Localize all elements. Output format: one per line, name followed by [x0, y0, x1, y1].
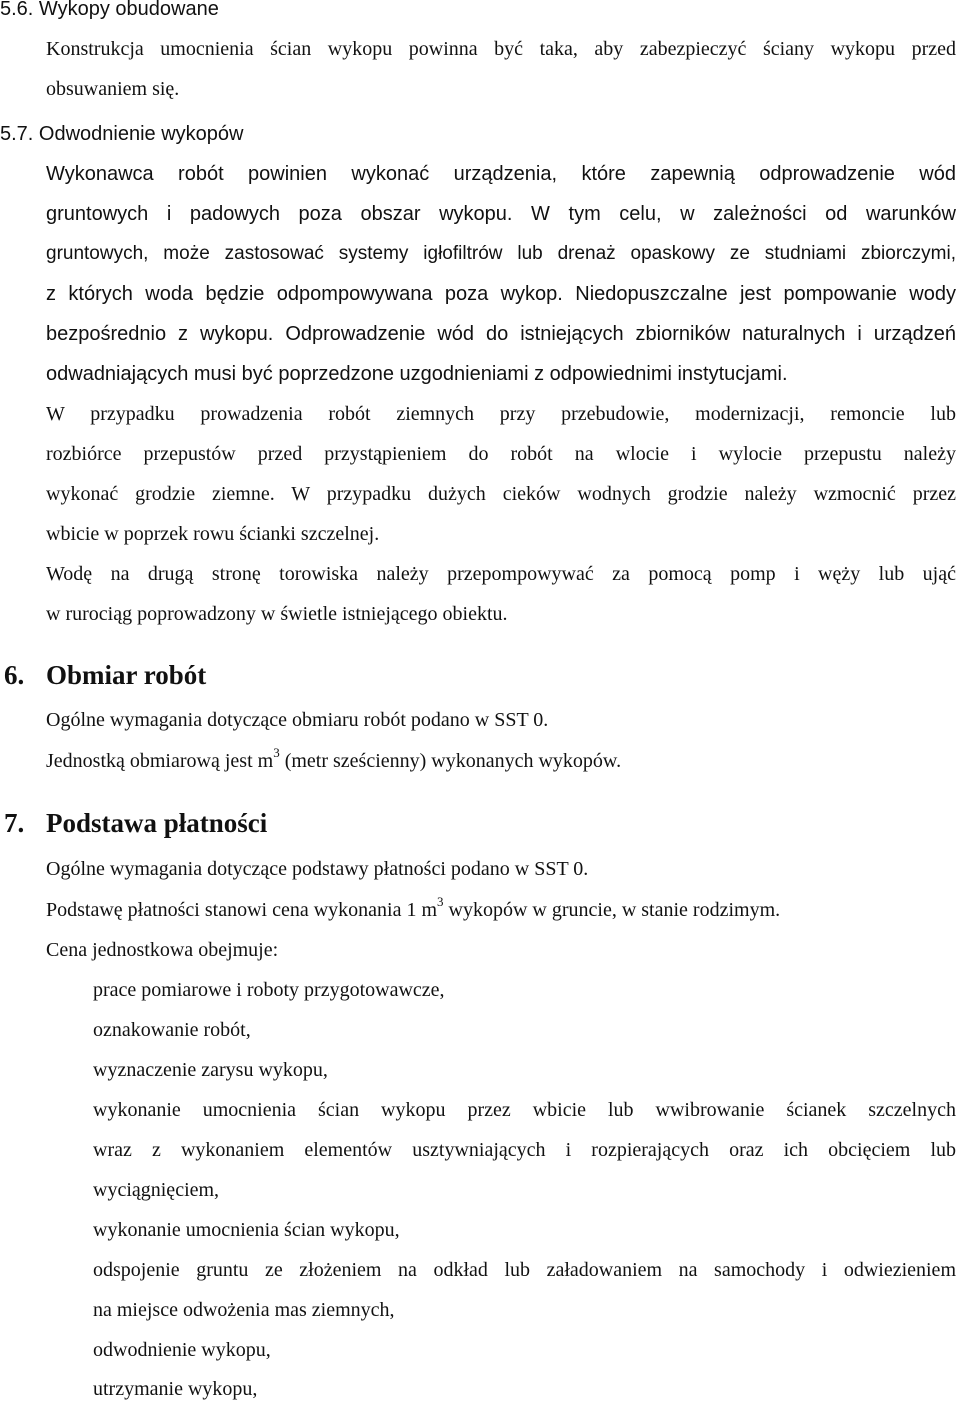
paragraph-line: Ogólne wymagania dotyczące obmiaru robót podano w SST 0.: [46, 709, 549, 731]
list-item: prace pomiarowe i roboty przygotowawcze,: [93, 979, 445, 1001]
list-item: wyznaczenie zarysu wykopu,: [93, 1059, 328, 1081]
paragraph-line: w rurociąg poprowadzony w świetle istniejącego obiektu.: [46, 603, 508, 625]
paragraph-line: Wodę na drugą stronę torowiska należy przepompowywać za pomocą pomp i węży lub ująć: [46, 563, 956, 585]
paragraph-line: W przypadku prowadzenia robót ziemnych przy przebudowie, modernizacji, remoncie lub: [46, 403, 956, 425]
list-item: wykonanie umocnienia ścian wykopu,: [93, 1219, 400, 1241]
section-title-6: Obmiar robót: [46, 660, 207, 690]
list-item-continued: wraz z wykonaniem elementów usztywniających i rozpierających oraz ich obcięciem lub: [93, 1139, 956, 1161]
paragraph-line: Ogólne wymagania dotyczące podstawy płatności podano w SST 0.: [46, 858, 589, 880]
list-item-continued: wyciągnięciem,: [93, 1179, 220, 1201]
list-item: oznakowanie robót,: [93, 1019, 251, 1041]
superscript-3: 3: [437, 894, 444, 909]
section-heading-5-6: 5.6. Wykopy obudowane: [0, 0, 219, 20]
paragraph-line: wbicie w poprzek rowu ścianki szczelnej.: [46, 523, 380, 545]
list-item: wykonanie umocnienia ścian wykopu przez wbicie lub wwibrowanie ścianek szczelnych: [93, 1099, 956, 1121]
paragraph-line: Konstrukcja umocnienia ścian wykopu powinna być taka, aby zabezpieczyć ściany wykopu przed: [46, 38, 956, 60]
paragraph-line: z których woda będzie odpompowywana poza wykop. Niedopuszczalne jest pompowanie wody: [46, 283, 956, 305]
paragraph-line-unit: Jednostką obmiarową jest $m^3$ (metr sześcienny) wykonanych wykopów.: [46, 745, 622, 772]
list-item: utrzymanie wykopu,: [93, 1378, 258, 1400]
section-heading-5-7: 5.7. Odwodnienie wykopów: [0, 123, 244, 145]
section-title-7: Podstawa płatności: [46, 808, 268, 838]
paragraph-line: gruntowych i padowych poza obszar wykopu. W tym celu, w zależności od warunków: [46, 203, 956, 225]
paragraph-line: Cena jednostkowa obejmuje:: [46, 939, 279, 961]
paragraph-line: gruntowych, może zastosować systemy igłofiltrów lub drenaż opaskowy ze studniami zbiorczymi,: [46, 243, 956, 264]
paragraph-line-basis: Podstawę płatności stanowi cena wykonania 1 $m^3$ wykopów w gruncie, w stanie rodzimym.: [46, 894, 781, 921]
superscript-3: 3: [273, 745, 280, 760]
list-item: odwodnienie wykopu,: [93, 1339, 271, 1361]
section-number-7: 7.: [4, 808, 25, 838]
list-item-continued: na miejsce odwożenia mas ziemnych,: [93, 1299, 395, 1321]
paragraph-line: bezpośrednio z wykopu. Odprowadzenie wód do istniejących zbiorników naturalnych i urządzeń: [46, 323, 956, 345]
list-item: odspojenie gruntu ze złożeniem na odkład lub załadowaniem na samochody i odwiezieniem: [93, 1259, 956, 1281]
paragraph-line: odwadniających musi być poprzedzone uzgodnieniami z odpowiednimi instytucjami.: [46, 363, 788, 385]
paragraph-line: Wykonawca robót powinien wykonać urządzenia, które zapewnią odprowadzenie wód: [46, 163, 956, 185]
paragraph-line: obsuwaniem się.: [46, 78, 180, 100]
paragraph-line: wykonać grodzie ziemne. W przypadku dużych cieków wodnych grodzie należy wzmocnić przez: [46, 483, 956, 505]
paragraph-line: rozbiórce przepustów przed przystąpieniem do robót na wlocie i wylocie przepustu należy: [46, 443, 956, 465]
section-number-6: 6.: [4, 660, 25, 690]
